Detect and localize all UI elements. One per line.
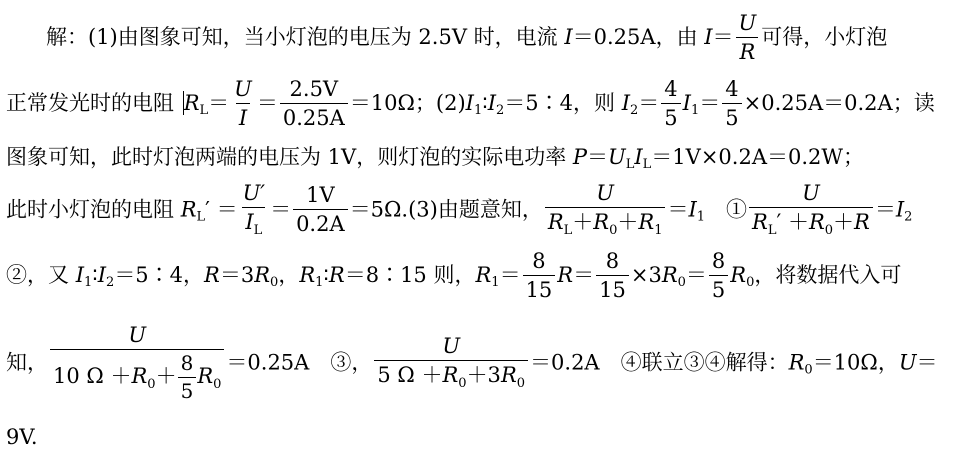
fraction-8-over-15 [523,250,556,301]
var-I: I [704,25,713,50]
numerator: 8 [532,249,546,273]
denominator: 15 [523,275,556,301]
var-R: R [475,263,492,288]
text: 5 Ω ＋ [377,363,443,388]
denominator [749,207,873,238]
denominator: 0.2A [293,209,348,235]
var-I: I [487,91,497,116]
text: 知， [6,350,48,375]
text: ∶ [323,263,329,288]
text: 图象可知，此时灯泡两端的电压为 1V，则灯泡的实际电功率 [6,145,573,169]
var-R: R [752,210,768,235]
text: ＝ [270,197,292,222]
var-R: R [730,263,747,288]
var-I: I [245,210,254,235]
text: 正常发光时的电阻 [6,91,181,116]
subscript: 1 [83,275,93,291]
denominator: 5 [661,103,680,129]
subscript: L [642,157,652,172]
text: ＋ [572,210,594,235]
fraction-8-over-5 [709,250,728,301]
text: ＝5∶4， [114,263,205,288]
text: ′ ＝ [205,197,238,222]
var-R: R [808,210,825,235]
subscript: 0 [213,377,222,393]
text: ， [278,263,300,288]
var-U: U [608,145,626,169]
text: ＝ [587,145,609,169]
var-R: R [131,364,148,389]
subscript: L [196,209,206,225]
denominator: 5 [709,275,728,301]
denominator: 5 [178,377,197,402]
numerator: U [802,181,820,205]
var-R: R [204,263,220,288]
subscript: 2 [630,103,639,119]
text: ②，又 [6,263,76,288]
solution-line-7 [6,426,38,448]
var-R: R [197,364,214,389]
text: ＝ [256,91,278,116]
subscript: 1 [473,103,483,119]
var-R: R [180,197,197,222]
var-I: I [465,91,474,116]
var-R: R [254,263,271,288]
subscript: 2 [496,103,505,119]
var-R: R [299,263,316,288]
subscript: L [199,103,209,119]
text: ＋3 [466,363,501,388]
numerator: U [738,11,757,35]
subscript: 0 [746,275,755,291]
numerator: U [442,334,461,359]
text: ＋ [833,210,855,235]
fraction-equation-4 [374,335,528,391]
text: ×3 [630,263,662,288]
var-I: I [621,91,630,116]
fraction-2.5V-over-0.25A [280,78,348,129]
numerator: 8 [180,351,194,376]
subscript: 2 [904,209,913,225]
subscript: 0 [824,223,834,239]
subscript: 1 [654,223,663,239]
text: ＝ [638,91,660,116]
var-R: R [442,363,459,388]
text: ＝10Ω；(2) [349,91,466,116]
fraction-equation-1 [545,182,666,238]
subscript: 1 [315,275,324,291]
denominator: 0.25A [280,103,348,129]
subscript: L [253,223,263,239]
denominator: 15 [596,275,629,301]
numerator: 8 [605,249,620,273]
fraction-U-prime-over-IL [240,182,268,238]
fraction-equation-3 [50,324,224,402]
text: ＝ [874,197,896,222]
text: 9V. [6,425,38,449]
var-I: I [895,197,905,222]
text: ＝ [916,350,938,375]
var-R: R [661,263,678,288]
subscript: 0 [677,275,686,291]
var-P: P [572,145,588,169]
fraction-8-over-5 [178,353,197,402]
text: ＝ [573,263,595,288]
subscript: 0 [458,376,467,392]
fraction-1V-over-0.2A [293,184,348,235]
subscript: L [625,157,635,172]
text: 解：(1)由图象可知，当小灯泡的电压为 2.5V 时，电流 [46,25,565,50]
denominator [242,207,265,238]
text: ＝ [667,197,689,222]
var-I: I [682,91,691,116]
text: ＋ [617,210,639,235]
var-U: U [898,350,917,375]
text: ① [705,197,748,222]
var-R: R [557,263,574,288]
text: ，将数据代入可 [754,263,902,288]
solution-line-5 [6,250,901,301]
text: ＝0.25A ③， [226,350,373,375]
denominator [50,349,224,402]
fraction-U-over-R [736,12,760,63]
fraction-U-over-I [231,78,255,129]
denominator [374,360,528,391]
fraction-4-over-5 [661,78,680,129]
fraction-8-over-15 [596,250,629,301]
subscript: 1 [690,103,700,119]
numerator: 2.5V [289,77,339,101]
fraction-equation-2 [749,182,873,238]
text: 此时小灯泡的电阻 [6,197,181,222]
solution-line-2 [6,78,935,129]
denominator: R [736,37,758,63]
subscript: L [563,223,573,239]
text: ＝3 [219,263,255,288]
text: ×0.25A＝0.2A；读 [743,91,935,116]
var-I: I [97,263,107,288]
subscript: 1 [696,209,706,225]
denominator: 5 [722,103,741,129]
text: ＝ [699,91,721,116]
text: ＝5∶4，则 [504,91,622,116]
text: ＝ [685,263,707,288]
text: ＝ [712,25,734,50]
var-I: I [564,25,573,50]
numerator: 1V [306,183,335,208]
text: ∶ [92,263,98,288]
var-I: I [75,263,84,288]
subscript: 0 [516,376,526,392]
text: ＝1V×0.2A＝0.2W； [651,145,864,169]
subscript: 2 [106,275,115,291]
numerator: U [128,323,147,347]
var-R: R [500,363,517,388]
var-I: I [634,145,643,169]
var-R: R [788,350,805,375]
numerator: 4 [664,77,678,101]
solution-line-3 [6,146,864,171]
subscript: 0 [270,275,279,291]
var-R: R [593,210,610,235]
numerator: U′ [242,181,266,205]
text: ∶ [482,91,488,116]
text: 10 Ω ＋ [53,364,132,389]
numerator: U [596,181,614,205]
fraction-4-over-5 [722,78,741,129]
text: ＋ [155,364,177,389]
text: ＝0.2A ④联立③④解得： [530,350,789,375]
solution-line-1 [46,12,887,63]
text: ＝10Ω， [812,350,899,375]
var-I: I [688,197,697,222]
text: ＝ [208,91,230,116]
var-R: R [328,263,345,288]
denominator [545,207,666,238]
text: ＝0.25A，由 [572,25,705,50]
numerator: U [234,77,252,101]
var-R: R [547,210,564,235]
var-R: R [183,91,200,116]
numerator: 4 [725,77,739,101]
text: ＝8∶15 则， [344,263,476,288]
subscript: 0 [804,362,813,378]
text: ＝ [499,263,521,288]
text: ′ ＋ [776,210,809,235]
text: 可得，小灯泡 [761,25,888,50]
solution-line-6 [6,324,938,402]
solution-line-4 [6,182,912,238]
text: ＝5Ω.(3)由题意知， [349,197,543,222]
subscript: 0 [147,377,156,393]
numerator: 8 [711,249,726,273]
var-R: R [854,210,870,235]
var-R: R [638,210,655,235]
subscript: 0 [609,223,618,239]
denominator: I [236,103,250,129]
subscript: 1 [491,275,500,291]
subscript: L [767,223,777,239]
